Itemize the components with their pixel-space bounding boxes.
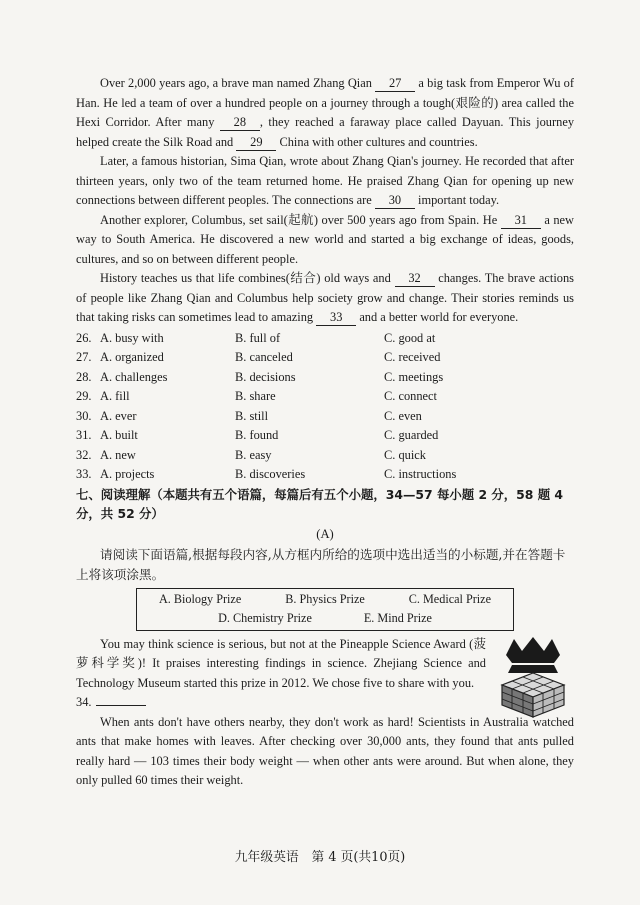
option-b: B. canceled [235,350,293,364]
box-option: C. Medical Prize [408,591,491,606]
option-b: B. discoveries [235,467,306,481]
section-heading: 七、阅读理解（本题共有五个语篇，每篇后有五个小题，34—57 每小题 2 分，58 题 4 分，共 52 分） [76,486,564,521]
passage-paragraph-1 [76,74,574,152]
page-footer: 九年级英语 第 4 页(共10页) [234,850,406,865]
box-option: A. Biology Prize [158,591,242,606]
text: History teaches us that life combines(结合) old ways and [100,271,391,285]
box-row [137,609,513,628]
option-a: A. built [100,428,138,442]
option-row [76,465,574,485]
option-a: A. new [100,447,136,462]
text: important today. [418,193,500,207]
question-number: 32. [76,447,92,462]
option-c: C. connect [384,389,437,403]
option-c: C. good at [384,330,436,345]
question-number: 29. [76,389,92,403]
option-a: A. fill [100,389,130,403]
box-row [137,590,513,609]
option-row [76,387,574,407]
text: changes. The brave actions of people like Zhang Qian and Columbus help society grow and change. Their stories reminds us that taking risks can sometimes lead to amazing [76,271,574,324]
question-number: 31. [76,428,92,442]
passage-paragraph-3 [76,211,574,270]
option-c: C. instructions [384,467,457,481]
option-a: A. organized [100,350,164,364]
answer-blank [96,693,146,706]
option-b: B. full of [235,330,281,345]
text: a big task from Emperor Wu of Han. He led a team of over a hundred people on a journey through a tough(艰险的) area called the Hexi Corridor. After many [76,76,574,129]
text: , they reached a faraway place called Dayuan. This journey helped create the Silk Road and [76,115,575,149]
blank-29: 29 [236,135,276,151]
option-row [76,348,574,368]
text: Over 2,000 years ago, a brave man named Zhang Qian [100,76,372,90]
text: Another explorer, Columbus, set sail(起航) over 500 years ago from Spain. He [100,212,498,227]
option-row [76,407,574,427]
blank-27: 27 [375,76,415,92]
question-number: 34. [76,695,92,709]
blank-32: 32 [395,271,435,287]
passage-label: (A) [316,526,334,541]
option-a: A. challenges [100,369,168,384]
passage-paragraph-2 [76,152,574,211]
option-c: C. received [384,350,441,364]
option-row [76,329,574,349]
award-intro: You may think science is serious, but not at the Pineapple Science Award (菠萝科学奖)! It praises interesting findings in science. Zhejiang Science and Technology Museum started this prize in 2012. We chose five to share with you. [76,636,486,690]
question-number: 30. [76,408,92,423]
option-b: B. easy [235,447,272,462]
subtitle-options-box [136,588,514,631]
box-option: D. Chemistry Prize [218,610,312,625]
question-number: 33. [76,467,92,481]
option-row [76,446,574,466]
options-list [76,329,574,485]
option-c: C. quick [384,447,426,462]
question-number: 27. [76,350,92,364]
option-c: C. guarded [384,428,439,442]
blank-33: 33 [316,310,356,326]
blank-30: 30 [375,193,415,209]
option-b: B. still [235,408,269,423]
text: and a better world for everyone. [359,310,519,324]
box-option: E. Mind Prize [363,610,432,625]
box-option: B. Physics Prize [285,591,365,606]
option-c: C. even [384,408,422,423]
blank-28: 28 [220,115,260,131]
text: Later, a famous historian, Sima Qian, wrote about Zhang Qian's journey. He recorded that after thirteen years, only two of the team returned home. He praised Zhang Qian for opening up new connections between different peoples. The connections are [76,154,574,207]
passage-paragraph-4 [76,269,574,328]
question-number: 26. [76,330,92,345]
option-a: A. ever [100,408,137,423]
crown-cube-logo [492,637,574,719]
ants-paragraph: When ants don't have others nearby, they don't work as hard! Scientists in Australia watched ants that make homes with leaves. After checking over 30,000 ants, they found that ants pulled really hard — 103 times their body weight — when other ants were around. But when alone, they only pulled 60 times their weight. [76,714,574,787]
option-b: B. share [235,389,276,403]
text: a new way to South America. He discovered a new world and started a big exchange of ideas, goods, cultures, and so on between different people. [76,212,574,266]
blank-31: 31 [501,213,541,229]
option-b: B. decisions [235,369,296,384]
option-a: A. busy with [100,330,164,345]
option-a: A. projects [100,467,155,481]
option-row [76,368,574,388]
option-row [76,426,574,446]
question-number: 28. [76,369,92,384]
option-b: B. found [235,428,279,442]
option-c: C. meetings [384,369,444,384]
text: China with other cultures and countries. [279,134,478,149]
instructions: 请阅读下面语篇,根据每段内容,从方框内所给的选项中选出适当的小标题,并在答题卡上将该项涂黑。 [76,546,566,582]
award-intro-block [76,635,574,694]
